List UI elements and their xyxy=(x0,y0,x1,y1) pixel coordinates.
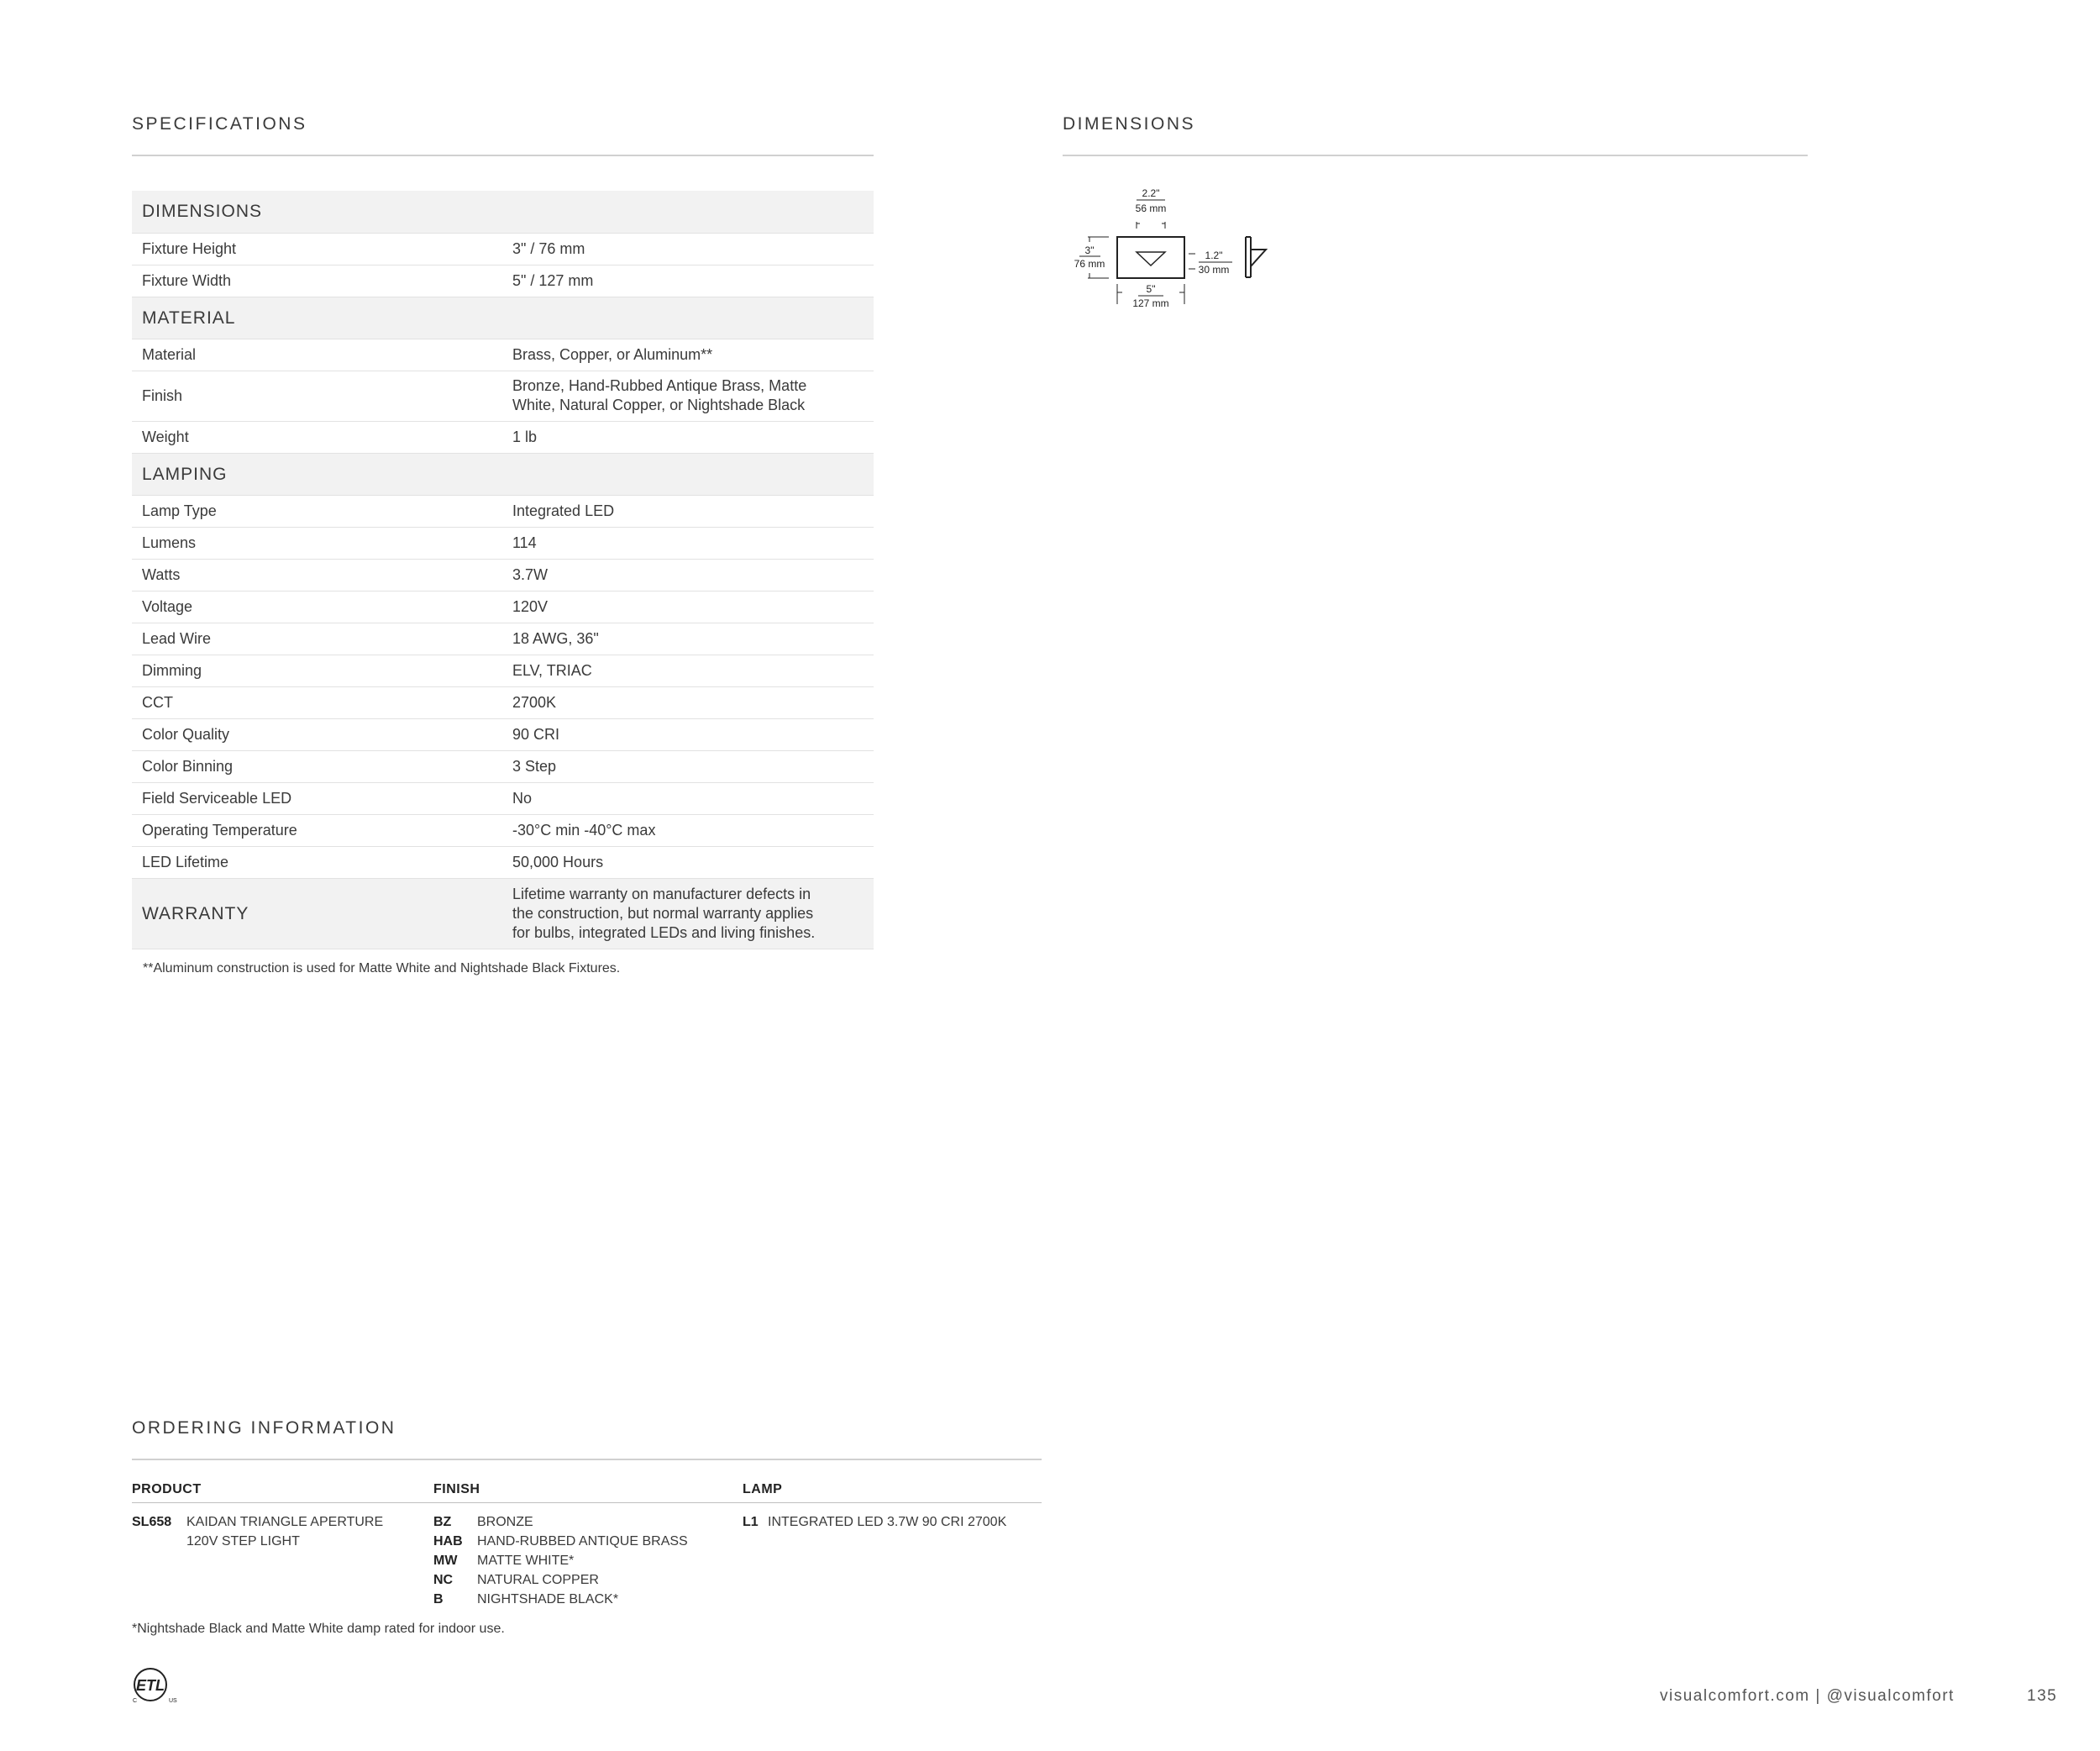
spec-value: 1 lb xyxy=(502,421,874,453)
dim-bottom-mm: 127 mm xyxy=(1132,297,1169,309)
spec-label: Color Quality xyxy=(132,718,502,750)
spec-label: Weight xyxy=(132,421,502,453)
section-header-material xyxy=(132,297,874,339)
spec-value: 2700K xyxy=(502,686,874,718)
spec-value-line: Bronze, Hand-Rubbed Antique Brass, Matte xyxy=(512,377,807,394)
spec-label: Watts xyxy=(132,559,502,591)
spec-row xyxy=(132,421,874,453)
spec-row xyxy=(132,814,874,846)
spec-value: No xyxy=(502,782,874,814)
spec-row xyxy=(132,782,874,814)
ordering-footnote: *Nightshade Black and Matte White damp rated for indoor use. xyxy=(132,1622,505,1636)
warranty-line: for bulbs, integrated LEDs and living finishes. xyxy=(512,923,816,941)
section-heading: MATERIAL xyxy=(132,297,874,339)
svg-text:ETL: ETL xyxy=(136,1677,165,1694)
svg-text:C: C xyxy=(133,1698,138,1704)
spec-value: 3" / 76 mm xyxy=(502,233,874,265)
spec-label: Material xyxy=(132,339,502,371)
ordering-header-lamp: LAMP xyxy=(743,1482,783,1496)
spec-value: 90 CRI xyxy=(502,718,874,750)
finish-code: NC xyxy=(433,1573,454,1587)
ordering-title: ORDERING INFORMATION xyxy=(132,1418,396,1438)
spec-row xyxy=(132,559,874,591)
spec-value: 3 Step xyxy=(502,750,874,782)
spec-row xyxy=(132,527,874,559)
spec-row xyxy=(132,233,874,265)
dim-right-mm: 30 mm xyxy=(1198,264,1230,276)
spec-label: CCT xyxy=(132,686,502,718)
triangle-aperture-icon xyxy=(1137,252,1165,266)
ordering-header-product: PRODUCT xyxy=(132,1482,202,1496)
spec-row xyxy=(132,495,874,527)
finish-name: BRONZE xyxy=(477,1515,533,1529)
dimension-drawing xyxy=(1063,187,1281,313)
spec-row xyxy=(132,371,874,421)
product-name-line: KAIDAN TRIANGLE APERTURE xyxy=(186,1515,384,1529)
dim-bottom-in: 5" xyxy=(1146,283,1156,295)
spec-label: Lumens xyxy=(132,527,502,559)
specifications-footnote: **Aluminum construction is used for Matte White and Nightshade Black Fixtures. xyxy=(143,961,621,975)
spec-row xyxy=(132,265,874,297)
finish-name: HAND-RUBBED ANTIQUE BRASS xyxy=(477,1534,688,1549)
spec-row xyxy=(132,339,874,371)
section-header-dimensions xyxy=(132,191,874,233)
spec-value: -30°C min -40°C max xyxy=(502,814,874,846)
spec-row xyxy=(132,750,874,782)
dim-top-arrows xyxy=(1137,222,1165,229)
spec-row xyxy=(132,846,874,878)
spec-label: Operating Temperature xyxy=(132,814,502,846)
warranty-row xyxy=(132,878,874,949)
section-header-lamping xyxy=(132,453,874,495)
spec-value: 18 AWG, 36" xyxy=(502,623,874,655)
ordering-rule xyxy=(132,1459,1042,1460)
spec-row xyxy=(132,623,874,655)
spec-label: Lamp Type xyxy=(132,495,502,527)
spec-label: Finish xyxy=(132,371,502,421)
spec-value: 5" / 127 mm xyxy=(502,265,874,297)
finish-code: HAB xyxy=(433,1534,463,1549)
dimensions-rule xyxy=(1063,155,1808,156)
dim-left-in: 3" xyxy=(1084,245,1095,256)
finish-code: B xyxy=(433,1592,444,1606)
finish-code: BZ xyxy=(433,1515,452,1529)
spec-row xyxy=(132,686,874,718)
specifications-title: SPECIFICATIONS xyxy=(132,114,307,134)
section-heading: LAMPING xyxy=(132,453,874,495)
spec-value: 120V xyxy=(502,591,874,623)
dim-top-in: 2.2" xyxy=(1142,187,1160,199)
section-heading: DIMENSIONS xyxy=(132,191,874,233)
spec-label: Field Serviceable LED xyxy=(132,782,502,814)
spec-value: Brass, Copper, or Aluminum** xyxy=(502,339,874,371)
warranty-text xyxy=(502,878,874,949)
spec-value-line: White, Natural Copper, or Nightshade Black xyxy=(512,397,806,413)
warranty-line: the construction, but normal warranty applies xyxy=(512,904,814,922)
spec-value: 114 xyxy=(502,527,874,559)
spec-label: Color Binning xyxy=(132,750,502,782)
spec-label: LED Lifetime xyxy=(132,846,502,878)
footer-website[interactable]: visualcomfort.com | @visualcomfort xyxy=(1660,1687,1955,1705)
dim-left-mm: 76 mm xyxy=(1074,258,1105,270)
dim-right-in: 1.2" xyxy=(1205,250,1223,261)
spec-label: Fixture Height xyxy=(132,233,502,265)
spec-value xyxy=(502,371,874,421)
spec-label: Dimming xyxy=(132,655,502,686)
fixture-side-view xyxy=(1246,237,1266,277)
etl-listed-logo xyxy=(130,1665,181,1704)
spec-label: Voltage xyxy=(132,591,502,623)
spec-value: Integrated LED xyxy=(502,495,874,527)
spec-label: Fixture Width xyxy=(132,265,502,297)
specifications-table xyxy=(132,191,874,949)
svg-text:US: US xyxy=(169,1698,177,1704)
spec-value: 50,000 Hours xyxy=(502,846,874,878)
spec-value: 3.7W xyxy=(502,559,874,591)
lamp-name: INTEGRATED LED 3.7W 90 CRI 2700K xyxy=(768,1515,1007,1529)
finish-code: MW xyxy=(433,1554,458,1568)
spec-row xyxy=(132,591,874,623)
dim-right-arrows xyxy=(1189,254,1195,269)
spec-row xyxy=(132,655,874,686)
fixture-front-view xyxy=(1117,237,1184,278)
specifications-rule xyxy=(132,155,874,156)
finish-name: NIGHTSHADE BLACK* xyxy=(477,1592,619,1606)
finish-name: MATTE WHITE* xyxy=(477,1554,575,1568)
warranty-heading: WARRANTY xyxy=(132,878,502,949)
dimensions-title: DIMENSIONS xyxy=(1063,114,1196,134)
finish-name: NATURAL COPPER xyxy=(477,1573,599,1587)
spec-value: ELV, TRIAC xyxy=(502,655,874,686)
ordering-header-rule xyxy=(132,1502,1042,1503)
product-code: SL658 xyxy=(132,1515,172,1529)
ordering-header-finish: FINISH xyxy=(433,1482,480,1496)
dim-top-mm: 56 mm xyxy=(1135,202,1167,214)
page-number: 135 xyxy=(2027,1687,2058,1705)
lamp-code: L1 xyxy=(743,1515,759,1529)
warranty-line: Lifetime warranty on manufacturer defects in xyxy=(512,885,811,902)
spec-row xyxy=(132,718,874,750)
product-name-line: 120V STEP LIGHT xyxy=(186,1534,300,1549)
spec-label: Lead Wire xyxy=(132,623,502,655)
